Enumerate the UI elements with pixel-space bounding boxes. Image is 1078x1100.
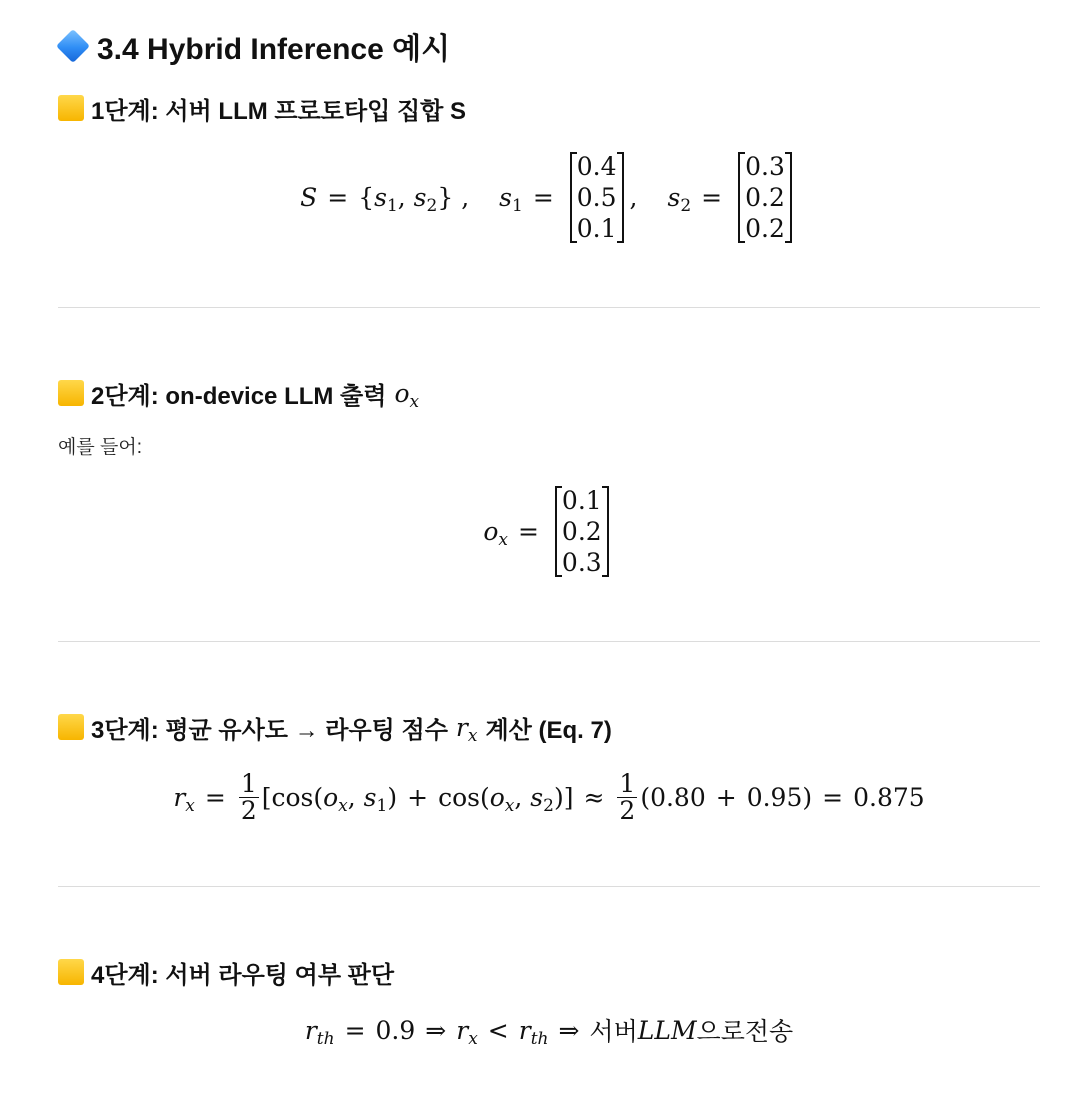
divider bbox=[58, 307, 1040, 308]
fraction-half: $\frac{1}{2}$ bbox=[240, 768, 257, 825]
matrix-cell: 0.3 bbox=[745, 151, 785, 181]
yellow-square-icon bbox=[58, 95, 84, 121]
divider bbox=[58, 886, 1040, 887]
section-title bbox=[58, 24, 450, 68]
matrix-cell: 0.2 bbox=[561, 516, 602, 546]
equation-routing-score: $r_x$ = $\frac{1}{2}$ [$\cos(o_x$, $s_1$) + $\cos(o_x$, $s_2$)] ≈ $\frac{1}{2}$ ( 0.80 + 0.95 ) = 0.875 bbox=[173, 768, 925, 825]
matrix-s2 bbox=[738, 151, 792, 244]
yellow-square-icon bbox=[58, 380, 84, 406]
matrix-cell: 0.1 bbox=[576, 213, 617, 243]
divider bbox=[58, 641, 1040, 642]
step1-heading bbox=[58, 91, 466, 125]
yellow-square-icon bbox=[58, 714, 84, 740]
example-intro-text: 예를 들어: bbox=[58, 437, 142, 458]
step3-heading bbox=[58, 710, 612, 744]
step2-heading-text: 2단계: on-device LLM 출력 bbox=[91, 382, 387, 410]
step2-heading bbox=[58, 376, 419, 410]
matrix-s1 bbox=[570, 151, 624, 244]
matrix-cell: 0.3 bbox=[561, 547, 602, 577]
matrix-cell: 0.2 bbox=[745, 213, 785, 243]
fraction-half: $\frac{1}{2}$ bbox=[619, 768, 636, 825]
step2-heading-math: $o_x$ bbox=[394, 378, 420, 412]
matrix-ox bbox=[555, 485, 609, 578]
blue-diamond-icon bbox=[56, 29, 90, 63]
yellow-square-icon bbox=[58, 959, 84, 985]
step3-heading-text: 3단계: 평균 유사도 → 라우팅 점수 bbox=[91, 716, 448, 744]
step1-heading-text: 1단계: 서버 LLM 프로토타입 집합 S bbox=[91, 97, 467, 125]
equation-routing-decision: $r_{th}$ = 0.9 ⇒ $r_x$ < $r_{th}$ ⇒ 서버 LLM 으로전송 bbox=[304, 1015, 794, 1049]
equation-prototype-set: S = {$s_1$, $s_2$} , $s_1$ = 0.4 0.5 0.1 , $s_2$ = 0.3 0.2 0.2 bbox=[58, 148, 1040, 246]
section-title-text: 3.4 Hybrid Inference 예시 bbox=[97, 33, 451, 66]
matrix-cell: 0.2 bbox=[745, 182, 785, 212]
step4-heading-text: 4단계: 서버 라우팅 여부 판단 bbox=[91, 961, 395, 989]
step3-heading-suffix: 계산 (Eq. 7) bbox=[485, 716, 612, 744]
equation-device-output: $o_x$ = 0.1 0.2 0.3 bbox=[58, 482, 1040, 580]
matrix-cell: 0.1 bbox=[561, 485, 602, 515]
matrix-cell: 0.5 bbox=[576, 182, 617, 212]
step3-heading-math: $r_x$ bbox=[455, 712, 478, 746]
matrix-cell: 0.4 bbox=[576, 151, 617, 181]
step4-heading bbox=[58, 955, 394, 989]
